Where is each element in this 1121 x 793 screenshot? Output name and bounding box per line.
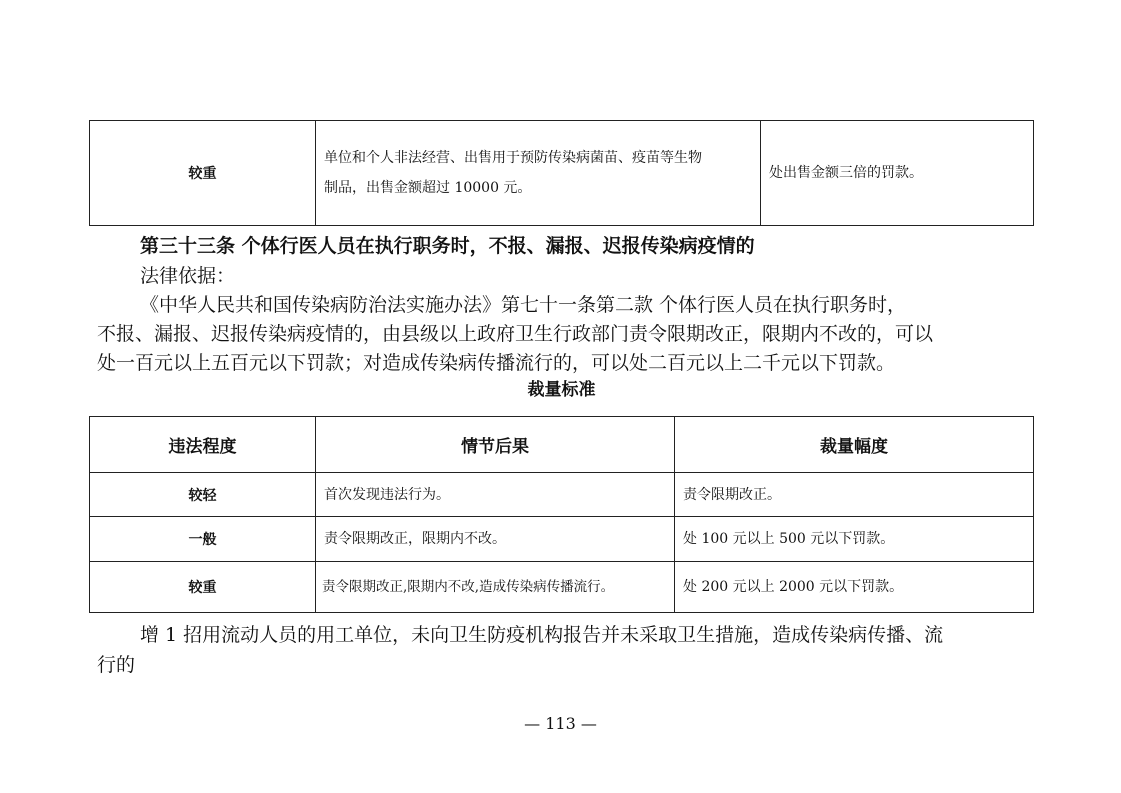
penalty-cell: 责令限期改正。	[675, 473, 1034, 517]
degree-cell: 较重	[90, 121, 316, 226]
circumstance-line: 制品，出售金额超过 10000 元。	[324, 180, 532, 196]
degree-cell: 较重	[90, 562, 316, 613]
table-row	[90, 473, 1034, 517]
next-item-line: 行的	[97, 654, 136, 676]
circumstance-cell: 责令限期改正，限期内不改。	[316, 517, 675, 562]
degree-cell: 较轻	[90, 473, 316, 517]
circumstance-cell	[316, 121, 761, 226]
basis-paragraph-line: 《中华人民共和国传染病防治法实施办法》第七十一条第二款 个体行医人员在执行职务时，	[140, 294, 907, 316]
column-header: 情节后果	[316, 417, 675, 473]
circumstance-cell: 首次发现违法行为。	[316, 473, 675, 517]
circumstance-cell: 责令限期改正,限期内不改,造成传染病传播流行。	[316, 562, 675, 613]
standard-caption: 裁量标准	[527, 380, 596, 400]
table-row	[90, 517, 1034, 562]
basis-paragraph-line: 处一百元以上五百元以下罚款；对造成传染病传播流行的，可以处二百元以上二千元以下罚款。	[97, 352, 896, 374]
penalty-cell: 处出售金额三倍的罚款。	[761, 121, 1034, 226]
column-header: 裁量幅度	[675, 417, 1034, 473]
penalty-cell: 处 100 元以上 500 元以下罚款。	[675, 517, 1034, 562]
table-row	[90, 562, 1034, 613]
table-header-row	[90, 417, 1034, 473]
circumstance-line: 单位和个人非法经营、出售用于预防传染病菌苗、疫苗等生物	[324, 150, 702, 166]
column-header: 违法程度	[90, 417, 316, 473]
discretion-standard-table	[89, 416, 1034, 613]
degree-cell: 一般	[90, 517, 316, 562]
page-number: — 113 —	[524, 714, 597, 733]
basis-paragraph-line: 不报、漏报、迟报传染病疫情的，由县级以上政府卫生行政部门责令限期改正，限期内不改的，可以	[97, 323, 934, 345]
article-title: 第三十三条 个体行医人员在执行职务时，不报、漏报、迟报传染病疫情的	[140, 235, 755, 257]
next-item-line: 增 1 招用流动人员的用工单位，未向卫生防疫机构报告并未采取卫生措施，造成传染病传播、流	[140, 624, 944, 646]
table-row	[90, 121, 1034, 226]
basis-label: 法律依据：	[140, 265, 236, 287]
penalty-cell: 处 200 元以上 2000 元以下罚款。	[675, 562, 1034, 613]
top-penalty-table	[89, 120, 1034, 226]
